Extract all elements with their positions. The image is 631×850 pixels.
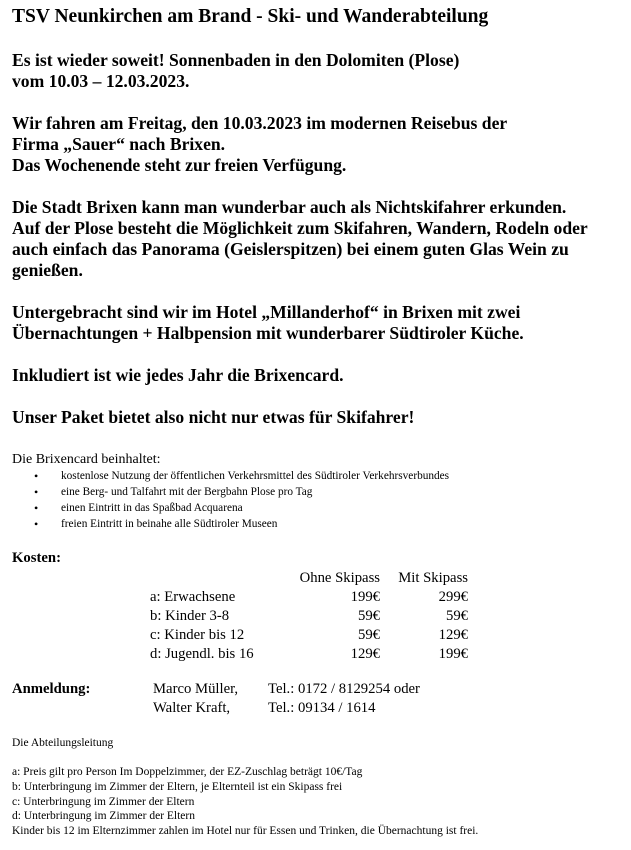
row-label: d: Jugendl. bis 16 bbox=[150, 646, 254, 662]
footnote: d: Unterbringung im Zimmer der Eltern bbox=[12, 810, 195, 823]
table-row bbox=[150, 607, 468, 626]
signature: Die Abteilungsleitung bbox=[12, 737, 114, 749]
contact-phone: Tel.: 0172 / 8129254 oder bbox=[268, 681, 420, 697]
activities-paragraph bbox=[12, 197, 624, 281]
table-header-row bbox=[150, 569, 468, 588]
text-line: Das Wochenende steht zur freien Verfügung. bbox=[12, 155, 347, 175]
footnotes bbox=[12, 765, 624, 839]
brixencard-list bbox=[12, 468, 624, 532]
list-item: • einen Eintritt in das Spaßbad Acquarena bbox=[12, 500, 624, 516]
document-title: TSV Neunkirchen am Brand - Ski- und Wanderabteilung bbox=[12, 6, 489, 27]
text-line: vom 10.03 – 12.03.2023. bbox=[12, 71, 190, 91]
costs-heading: Kosten: bbox=[12, 550, 61, 566]
travel-paragraph bbox=[12, 113, 624, 176]
list-item: • kostenlose Nutzung der öffentlichen Verkehrsmittel des Südtiroler Verkehrsverbundes bbox=[12, 468, 624, 484]
registration-block bbox=[12, 680, 624, 718]
price-mit: 299€ bbox=[438, 589, 468, 605]
price-ohne: 59€ bbox=[357, 627, 380, 643]
text-line: Übernachtungen + Halbpension mit wunderbarer Südtiroler Küche. bbox=[12, 323, 524, 343]
text-line: Es ist wieder soweit! Sonnenbaden in den Dolomiten (Plose) bbox=[12, 50, 460, 70]
brixencard-intro: Die Brixencard beinhaltet: bbox=[12, 452, 161, 467]
footnote: a: Preis gilt pro Person Im Doppelzimmer, der EZ-Zuschlag beträgt 10€/Tag bbox=[12, 766, 363, 778]
text-line: genießen. bbox=[12, 260, 83, 280]
price-mit: 129€ bbox=[438, 627, 468, 643]
footnote: c: Unterbringung im Zimmer der Eltern bbox=[12, 795, 195, 808]
list-item: • eine Berg- und Talfahrt mit der Bergbahn Plose pro Tag bbox=[12, 484, 624, 500]
price-ohne: 129€ bbox=[350, 646, 380, 662]
row-label: b: Kinder 3-8 bbox=[150, 608, 230, 624]
table-row bbox=[150, 645, 468, 664]
price-table bbox=[150, 569, 468, 664]
contact-phone: Tel.: 09134 / 1614 bbox=[268, 700, 376, 716]
table-row bbox=[150, 626, 468, 645]
price-ohne: 59€ bbox=[357, 608, 380, 624]
row-label: a: Erwachsene bbox=[150, 589, 236, 605]
text-line: auch einfach das Panorama (Geislerspitzen) bei einem guten Glas Wein zu bbox=[12, 239, 569, 259]
price-ohne: 199€ bbox=[350, 589, 380, 605]
table-row bbox=[150, 588, 468, 607]
column-header-ohne-skipass: Ohne Skipass bbox=[299, 570, 380, 586]
column-header-mit-skipass: Mit Skipass bbox=[398, 570, 468, 586]
text-line: Wir fahren am Freitag, den 10.03.2023 im modernen Reisebus der bbox=[12, 113, 508, 133]
footnote: Kinder bis 12 im Elternzimmer zahlen im Hotel nur für Essen und Trinken, die Übernachtung ist frei. bbox=[12, 825, 479, 838]
text-line: Auf der Plose besteht die Möglichkeit zum Skifahren, Wandern, Rodeln oder bbox=[12, 218, 588, 238]
text-line: Untergebracht sind wir im Hotel „Millanderhof“ in Brixen mit zwei bbox=[12, 302, 521, 322]
brixencard-paragraph bbox=[12, 365, 624, 386]
contact-name: Walter Kraft, bbox=[153, 700, 231, 716]
text-line: Die Stadt Brixen kann man wunderbar auch als Nichtskifahrer erkunden. bbox=[12, 197, 567, 217]
footnote: b: Unterbringung im Zimmer der Eltern, je Elternteil ist ein Skipass frei bbox=[12, 780, 343, 793]
contact-phones bbox=[268, 680, 420, 718]
hotel-paragraph bbox=[12, 302, 624, 344]
price-mit: 59€ bbox=[445, 608, 468, 624]
list-item: • freien Eintritt in beinahe alle Südtiroler Museen bbox=[12, 516, 624, 532]
contact-names bbox=[153, 680, 268, 718]
intro-paragraph bbox=[12, 50, 624, 92]
contact-name: Marco Müller, bbox=[153, 681, 239, 697]
text-line: Unser Paket bietet also nicht nur etwas für Skifahrer! bbox=[12, 407, 415, 427]
price-mit: 199€ bbox=[438, 646, 468, 662]
closing-paragraph bbox=[12, 407, 624, 428]
row-label: c: Kinder bis 12 bbox=[150, 627, 245, 643]
text-line: Inkludiert ist wie jedes Jahr die Brixencard. bbox=[12, 365, 344, 385]
registration-label: Anmeldung: bbox=[12, 681, 91, 697]
document bbox=[12, 6, 624, 839]
text-line: Firma „Sauer“ nach Brixen. bbox=[12, 134, 226, 154]
